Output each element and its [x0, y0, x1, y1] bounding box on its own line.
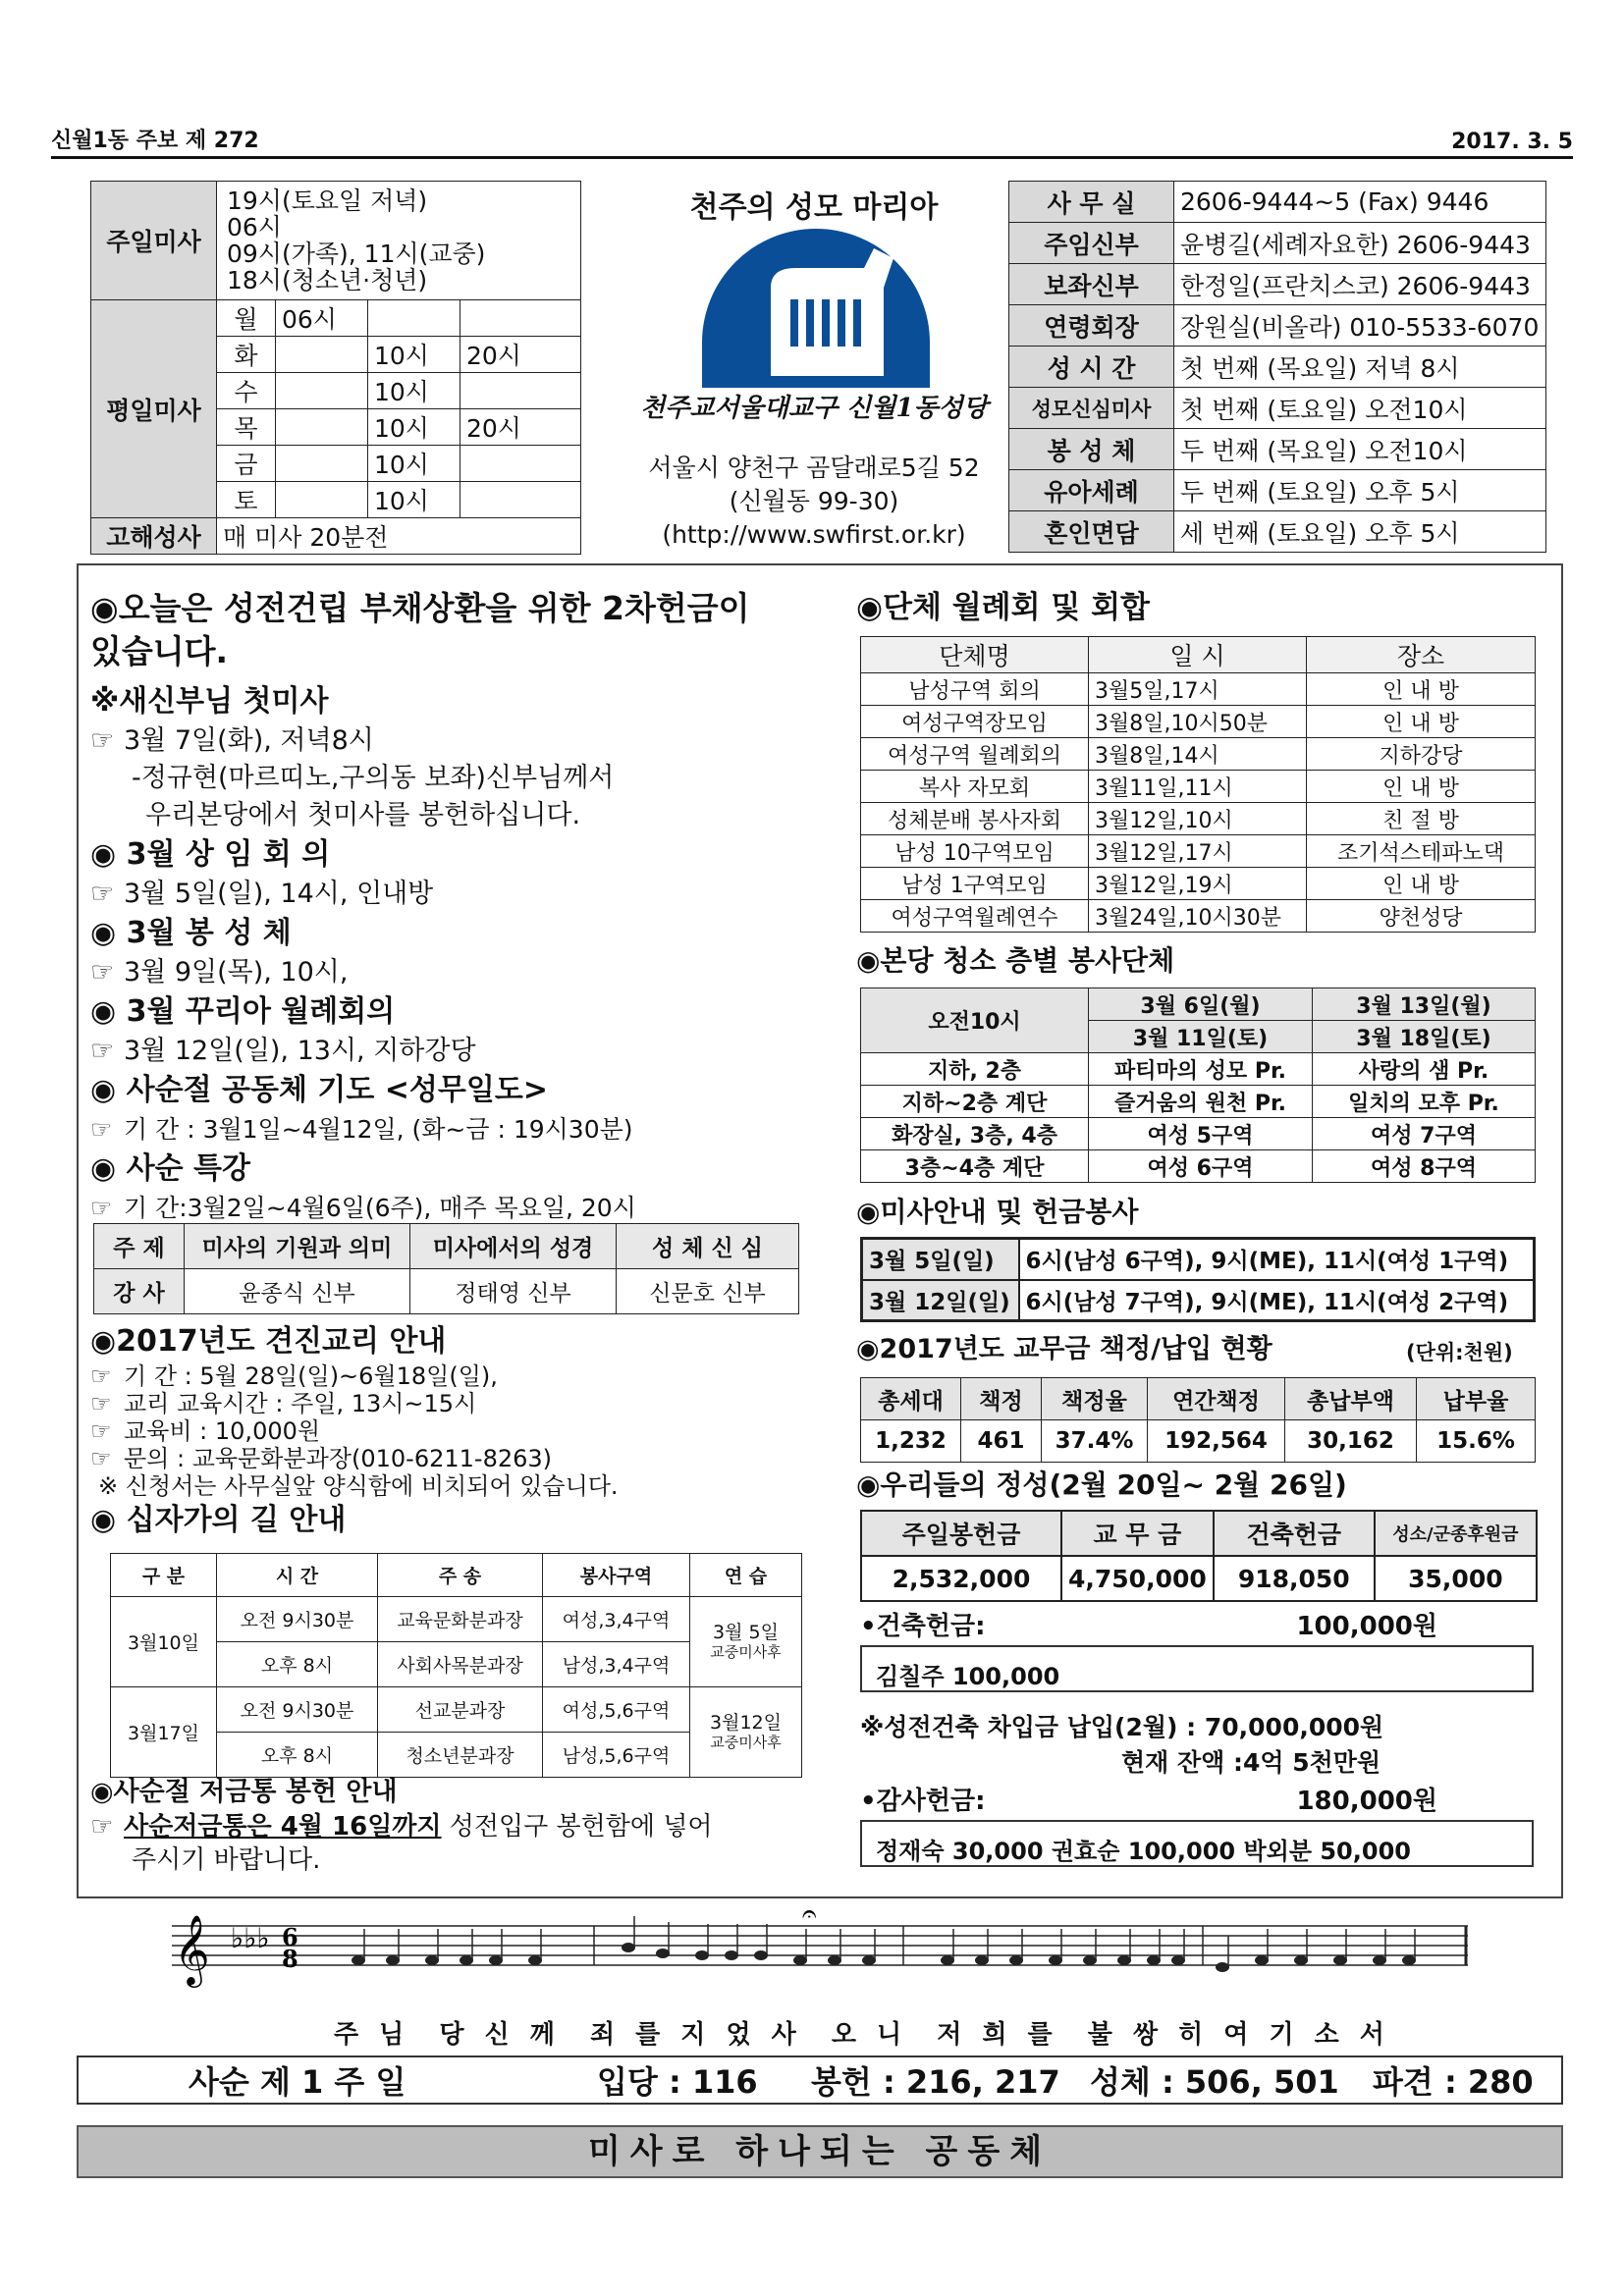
note-head [460, 1955, 473, 1965]
cleaning-area: 화장실, 3층, 4층 [861, 1118, 1089, 1150]
note-head [975, 1955, 989, 1965]
note-head [793, 1955, 807, 1965]
note-head [1402, 1955, 1416, 1965]
weekday-time [276, 373, 368, 409]
cleaning-group: 여성 8구역 [1313, 1150, 1536, 1183]
group-name: 여성구역장모임 [861, 706, 1089, 738]
weekday-time: 10시 [368, 409, 460, 446]
cleaning-group: 여성 6구역 [1089, 1150, 1313, 1183]
mass-guide-date: 3월 5일(일) [862, 1239, 1019, 1280]
note-head [725, 1950, 738, 1960]
note-head [386, 1955, 400, 1965]
cleaning-date: 3월 11일(토) [1089, 1021, 1313, 1053]
fee-value: 461 [961, 1420, 1042, 1463]
note-head [352, 1955, 365, 1965]
pointing-hand-icon: ☞ [90, 1115, 113, 1144]
weekday-day: 화 [217, 337, 276, 373]
pointing-hand-icon: ☞ [90, 1194, 113, 1222]
lent-box-section [90, 1775, 817, 1877]
hymn-lyrics: 주 님 당 신 께 죄 를 지 었 사 오 니 저 희 를 불 쌍 히 여 기 소 서 [334, 2020, 1390, 2050]
note-head [489, 1955, 503, 1965]
fee-title: ◉2017년도 교무금 책정/납입 현황 [856, 1334, 1272, 1364]
note-head [862, 1955, 876, 1965]
first-mass-line: -정규현(마르띠노,구의동 보좌)신부님께서 [132, 763, 615, 793]
loan-balance: 현재 잔액 :4억 5천만원 [1121, 1748, 1381, 1777]
cleaning-group: 사랑의 샘 Pr. [1313, 1053, 1536, 1086]
first-mass-line: 3월 7일(화), 저녁8시 [124, 725, 374, 756]
group-time: 3월8일,10시50분 [1089, 706, 1307, 738]
stations-date: 3월17일 [111, 1687, 217, 1778]
headline-notice: ◉오늘은 성전건립 부채상환을 위한 2차헌금이 있습니다. [90, 589, 750, 670]
note-head [656, 1949, 670, 1958]
offering-value: 4,750,000 [1061, 1556, 1214, 1601]
bulletin-header [51, 129, 1573, 159]
lecture-cell: 강 사 [94, 1269, 185, 1314]
section-line: 3월 9일(목), 10시, [124, 957, 349, 988]
website-link[interactable]: (http://www.swfirst.or.kr) [662, 520, 966, 549]
cleaning-label: 오전10시 [861, 988, 1089, 1053]
pointing-hand-icon: ☞ [90, 1362, 112, 1390]
pointing-hand-icon: ☞ [90, 725, 115, 756]
offering-table [860, 1510, 1538, 1602]
building-donors: 김칠주 100,000 [860, 1645, 1534, 1692]
lecture-table [93, 1223, 799, 1314]
thanks-donors: 정재숙 30,000 권효순 100,000 박외분 50,000 [860, 1820, 1534, 1867]
treble-clef-icon: 𝄞 [174, 1913, 210, 1985]
group-time: 3월5일,17시 [1089, 673, 1307, 706]
lecture-cell: 미사에서의 성경 [410, 1224, 617, 1269]
note-head [1373, 1955, 1386, 1965]
stations-head: 시 간 [217, 1554, 378, 1597]
communion-hymn: 성체 : 506, 501 [1090, 2063, 1339, 2101]
mass-schedule-table [90, 181, 581, 555]
office-label: 유아세례 [1009, 470, 1174, 511]
group-time: 3월8일,14시 [1089, 738, 1307, 771]
note-head [622, 1943, 635, 1952]
weekday-time: 10시 [368, 337, 460, 373]
weekday-mass-label: 평일미사 [91, 300, 217, 518]
sunday-time: 18시(청소년·청년) [227, 266, 428, 294]
section-title: ◉ 사순 특강 [90, 1151, 250, 1186]
note-head [425, 1955, 439, 1965]
office-info-table [1008, 181, 1546, 553]
section-line: 기 간 : 5월 28일(일)~6월18일(일), [124, 1362, 498, 1390]
section-title: ◉ 십자가의 길 안내 [90, 1503, 347, 1537]
fee-value: 15.6% [1417, 1420, 1536, 1463]
lecture-cell: 정태영 신부 [410, 1269, 617, 1314]
sunday-time: 09시(가족), 11시(교중) [227, 240, 486, 268]
office-value: 세 번째 (토요일) 오후 5시 [1174, 511, 1546, 553]
note-head [1147, 1955, 1161, 1965]
group-place: 인 내 방 [1307, 673, 1536, 706]
fee-head: 총세대 [861, 1378, 961, 1420]
section-line: 문의 : 교육문화분과장(010-6211-8263) [124, 1445, 553, 1472]
office-value: 첫 번째 (목요일) 저녁 8시 [1174, 347, 1546, 388]
offering-value: 35,000 [1375, 1556, 1537, 1601]
group-name: 복사 자모회 [861, 771, 1089, 803]
office-label: 주임신부 [1009, 223, 1174, 264]
groups-table [860, 636, 1536, 933]
stations-lead: 선교분과장 [378, 1687, 543, 1733]
group-name: 남성 1구역모임 [861, 868, 1089, 900]
weekday-time [276, 482, 368, 518]
pointing-hand-icon: ☞ [90, 1445, 112, 1472]
office-label: 보좌신부 [1009, 264, 1174, 305]
practice-date: 3월12일 [710, 1711, 782, 1734]
office-value: 한정일(프란치스코) 2606-9443 [1174, 264, 1546, 305]
section-title: ◉ 3월 꾸리아 월례회의 [90, 994, 396, 1029]
sunday-time: 06시 [227, 213, 282, 241]
note-head [1333, 1955, 1347, 1965]
fee-head: 연간책정 [1148, 1378, 1285, 1420]
note-head [941, 1955, 954, 1965]
group-place: 인 내 방 [1307, 771, 1536, 803]
offertory-hymn: 봉헌 : 216, 217 [811, 2063, 1060, 2101]
pointing-hand-icon: ☞ [90, 1390, 112, 1417]
offering-head: 성소/군종후원금 [1375, 1511, 1537, 1556]
lent-box-deadline: 사순저금통은 4월 16일까지 [124, 1812, 442, 1842]
weekday-day: 토 [217, 482, 276, 518]
lecture-cell: 미사의 기원과 의미 [185, 1224, 410, 1269]
groups-head: 단체명 [861, 637, 1089, 673]
section-line: 기 간:3월2일~4월6일(6주), 매주 목요일, 20시 [124, 1194, 636, 1222]
pointing-hand-icon: ☞ [90, 879, 115, 909]
thanks-total: 180,000원 [1296, 1787, 1437, 1816]
stations-lead: 사회사목분과장 [378, 1642, 543, 1687]
office-label: 연령회장 [1009, 305, 1174, 347]
lecture-cell: 성 체 신 심 [617, 1224, 799, 1269]
stations-lead: 교육문화분과장 [378, 1597, 543, 1642]
stations-time: 오전 9시30분 [217, 1687, 378, 1733]
entrance-hymn: 입당 : 116 [597, 2063, 758, 2101]
sunday-mass-label: 주일미사 [91, 182, 217, 300]
note-head [1171, 1955, 1185, 1965]
section-line: 3월 12일(일), 13시, 지하강당 [124, 1036, 476, 1066]
group-time: 3월24일,10시30분 [1089, 900, 1307, 933]
cleaning-date: 3월 18일(토) [1313, 1021, 1536, 1053]
office-value: 윤병길(세례자요한) 2606-9443 [1174, 223, 1546, 264]
section-line: 기 간 : 3월1일~4월12일, (화~금 : 19시30분) [124, 1115, 633, 1144]
address-line-2: (신월동 99-30) [729, 487, 899, 515]
lecture-cell: 신문호 신부 [617, 1269, 799, 1314]
sunday-name: 사순 제 1 주 일 [189, 2063, 406, 2101]
section-title: ◉사순절 저금통 봉헌 안내 [90, 1777, 398, 1807]
note-head [1294, 1955, 1308, 1965]
office-label: 사 무 실 [1009, 182, 1174, 223]
pointing-hand-icon: ☞ [90, 957, 115, 988]
confirmation-section [90, 1321, 817, 1541]
section-line: 교육비 : 10,000원 [124, 1417, 321, 1445]
note-head [1083, 1955, 1097, 1965]
weekday-time: 10시 [368, 446, 460, 482]
group-place: 조기석스테파노댁 [1307, 835, 1536, 868]
lecture-cell: 윤종식 신부 [185, 1269, 410, 1314]
office-label: 봉 성 체 [1009, 429, 1174, 470]
group-place: 친 절 방 [1307, 803, 1536, 835]
groups-title: ◉단체 월례회 및 회합 [856, 590, 1150, 625]
bulletin-issue: 신월1동 주보 제 272 [51, 129, 259, 153]
mass-guide-table [860, 1237, 1536, 1322]
office-value: 두 번째 (토요일) 오후 5시 [1174, 470, 1546, 511]
stations-table [110, 1553, 802, 1778]
fee-value: 1,232 [861, 1420, 961, 1463]
fee-head: 책정 [961, 1378, 1042, 1420]
weekday-time: 10시 [368, 373, 460, 409]
office-value: 장원실(비올라) 010-5533-6070 [1174, 305, 1546, 347]
stations-lead: 청소년분과장 [378, 1733, 543, 1778]
offering-title: ◉우리들의 정성(2월 20일~ 2월 26일) [856, 1468, 1347, 1501]
cleaning-title: ◉본당 청소 층별 봉사단체 [856, 944, 1175, 977]
stations-head: 구 분 [111, 1554, 217, 1597]
weekday-time [460, 300, 581, 337]
weekday-time: 10시 [368, 482, 460, 518]
building-total: 100,000원 [1296, 1612, 1437, 1641]
note-head [528, 1955, 542, 1965]
groups-head: 장소 [1307, 637, 1536, 673]
section-title: ◉2017년도 견진교리 안내 [90, 1324, 447, 1359]
stations-head: 주 송 [378, 1554, 543, 1597]
thanks-label: •감사헌금: [860, 1787, 986, 1816]
section-title: ◉ 3월 봉 성 체 [90, 916, 292, 950]
weekday-time [460, 482, 581, 518]
cleaning-area: 3층~4층 계단 [861, 1150, 1089, 1183]
pointing-hand-icon: ☞ [90, 1417, 112, 1445]
fermata-icon: 𝄐 [802, 1899, 817, 1929]
stations-time: 오후 8시 [217, 1642, 378, 1687]
footer-motto: 미사로 하나되는 공동체 [77, 2125, 1563, 2178]
offering-head: 교 무 금 [1061, 1511, 1214, 1556]
weekday-time: 20시 [460, 337, 581, 373]
group-name: 남성 10구역모임 [861, 835, 1089, 868]
group-name: 여성구역 월례회의 [861, 738, 1089, 771]
office-label: 성 시 간 [1009, 347, 1174, 388]
mass-guide-detail: 6시(남성 6구역), 9시(ME), 11시(여성 1구역) [1019, 1239, 1535, 1280]
fee-value: 37.4% [1042, 1420, 1148, 1463]
stations-practice [690, 1597, 802, 1687]
building-label: •건축헌금: [860, 1612, 986, 1641]
note-head [828, 1955, 841, 1965]
offering-head: 주일봉헌금 [861, 1511, 1061, 1556]
bulletin-date: 2017. 3. 5 [1451, 130, 1573, 154]
cleaning-table [860, 988, 1536, 1183]
note-head [754, 1950, 768, 1960]
confession-value: 매 미사 20분전 [217, 518, 581, 555]
note-head [695, 1950, 709, 1960]
stations-zone: 여성,3,4구역 [543, 1597, 690, 1642]
weekday-day: 월 [217, 300, 276, 337]
cleaning-area: 지하~2층 계단 [861, 1086, 1089, 1118]
fee-value: 30,162 [1285, 1420, 1417, 1463]
address-line: 서울시 양천구 곰달래로5길 52 [648, 454, 980, 482]
cleaning-date: 3월 13일(월) [1313, 988, 1536, 1021]
note-head [1117, 1955, 1131, 1965]
weekday-time [276, 446, 368, 482]
office-label: 성모신심미사 [1009, 388, 1174, 429]
fee-head: 납부율 [1417, 1378, 1536, 1420]
group-time: 3월12일,10시 [1089, 803, 1307, 835]
stations-time: 오후 8시 [217, 1733, 378, 1778]
weekday-day: 목 [217, 409, 276, 446]
group-place: 양천성당 [1307, 900, 1536, 933]
section-note: ※ 신청서는 사무실앞 양식함에 비치되어 있습니다. [98, 1472, 619, 1500]
offering-head: 건축헌금 [1214, 1511, 1375, 1556]
office-value: 첫 번째 (토요일) 오전10시 [1174, 388, 1546, 429]
lent-box-line: 성전입구 봉헌함에 넣어 [441, 1812, 713, 1842]
stations-time: 오전 9시30분 [217, 1597, 378, 1642]
group-time: 3월11일,11시 [1089, 771, 1307, 803]
lecture-cell: 주 제 [94, 1224, 185, 1269]
group-name: 성체분배 봉사자회 [861, 803, 1089, 835]
parish-address [603, 452, 1025, 552]
cleaning-group: 파티마의 성모 Pr. [1089, 1053, 1313, 1086]
group-time: 3월12일,19시 [1089, 868, 1307, 900]
confession-label: 고해성사 [91, 518, 217, 555]
mass-guide-detail: 6시(남성 7구역), 9시(ME), 11시(여성 2구역) [1019, 1280, 1535, 1321]
section-line: 3월 5일(일), 14시, 인내방 [124, 879, 434, 909]
weekday-time: 06시 [276, 300, 368, 337]
group-time: 3월12일,17시 [1089, 835, 1307, 868]
time-signature: 6 [282, 1923, 298, 1951]
group-name: 남성구역 회의 [861, 673, 1089, 706]
group-name: 여성구역월례연수 [861, 900, 1089, 933]
left-column [90, 587, 817, 1227]
sunday-hymns-bar [77, 2056, 1563, 2105]
stations-zone: 남성,5,6구역 [543, 1733, 690, 1778]
note-head [1009, 1955, 1023, 1965]
flat-key-icon: ♭♭♭ [231, 1922, 270, 1954]
parish-logo [702, 229, 930, 388]
fee-head: 책정율 [1042, 1378, 1148, 1420]
dismissal-hymn: 파견 : 280 [1373, 2063, 1534, 2101]
stations-practice [690, 1687, 802, 1778]
weekday-time [276, 409, 368, 446]
sunday-time: 19시(토요일 저녁) [227, 187, 428, 215]
parish-name: 천주교서울대교구 신월1동성당 [640, 394, 988, 423]
section-line: 교리 교육시간 : 주일, 13시~15시 [124, 1390, 477, 1417]
fee-table [860, 1377, 1536, 1463]
stations-head: 연 습 [690, 1554, 802, 1597]
weekday-time [368, 300, 460, 337]
office-label: 혼인면담 [1009, 511, 1174, 553]
weekday-time [460, 446, 581, 482]
offering-value: 2,532,000 [861, 1556, 1061, 1601]
pointing-hand-icon: ☞ [90, 1812, 114, 1842]
group-place: 지하강당 [1307, 738, 1536, 771]
patron-title: 천주의 성모 마리아 [689, 190, 939, 225]
practice-note: 교중미사후 [710, 1642, 782, 1661]
first-mass-title: ※새신부님 첫미사 [90, 684, 329, 719]
church-organ-icon [702, 229, 930, 388]
note-head [1049, 1955, 1062, 1965]
cleaning-group: 여성 5구역 [1089, 1118, 1313, 1150]
practice-date: 3월 5일 [713, 1621, 779, 1643]
group-place: 인 내 방 [1307, 706, 1536, 738]
first-mass-line: 우리본당에서 첫미사를 봉헌하십니다. [145, 800, 581, 830]
groups-head: 일 시 [1089, 637, 1307, 673]
weekday-time [460, 373, 581, 409]
cleaning-group: 즐거움의 원천 Pr. [1089, 1086, 1313, 1118]
fee-value: 192,564 [1148, 1420, 1285, 1463]
score-notes [352, 1916, 1416, 1972]
building-offering [860, 1606, 1538, 1642]
offering-value: 918,050 [1214, 1556, 1375, 1601]
thanks-offering [860, 1781, 1538, 1817]
stations-zone: 남성,3,4구역 [543, 1642, 690, 1687]
section-title: ◉ 3월 상 임 회 의 [90, 837, 331, 872]
weekday-day: 수 [217, 373, 276, 409]
stations-head: 봉사구역 [543, 1554, 690, 1597]
note-head [1255, 1955, 1269, 1965]
time-signature: 8 [282, 1945, 298, 1973]
cleaning-date: 3월 6일(월) [1089, 988, 1313, 1021]
sunday-mass-times [217, 182, 581, 300]
mass-guide-date: 3월 12일(일) [862, 1280, 1019, 1321]
weekday-day: 금 [217, 446, 276, 482]
stations-date: 3월10일 [111, 1597, 217, 1687]
group-place: 인 내 방 [1307, 868, 1536, 900]
fee-head: 총납부액 [1285, 1378, 1417, 1420]
office-value: 두 번째 (목요일) 오전10시 [1174, 429, 1546, 470]
loan-line: ※성전건축 차입금 납입(2월) : 70,000,000원 [860, 1713, 1384, 1741]
weekday-time: 20시 [460, 409, 581, 446]
lent-box-line: 주시기 바랍니다. [132, 1845, 321, 1875]
note-head [1216, 1962, 1229, 1972]
cleaning-group: 여성 7구역 [1313, 1118, 1536, 1150]
cleaning-group: 일치의 모후 Pr. [1313, 1086, 1536, 1118]
mass-guide-title: ◉미사안내 및 헌금봉사 [856, 1196, 1139, 1228]
fee-unit: (단위:천원) [1406, 1341, 1513, 1364]
pointing-hand-icon: ☞ [90, 1036, 115, 1066]
office-value: 2606-9444~5 (Fax) 9446 [1174, 182, 1546, 223]
stations-zone: 여성,5,6구역 [543, 1687, 690, 1733]
section-title: ◉ 사순절 공동체 기도 <성무일도> [90, 1073, 548, 1107]
practice-note: 교중미사후 [710, 1733, 782, 1751]
weekday-time [276, 337, 368, 373]
cleaning-area: 지하, 2층 [861, 1053, 1089, 1086]
